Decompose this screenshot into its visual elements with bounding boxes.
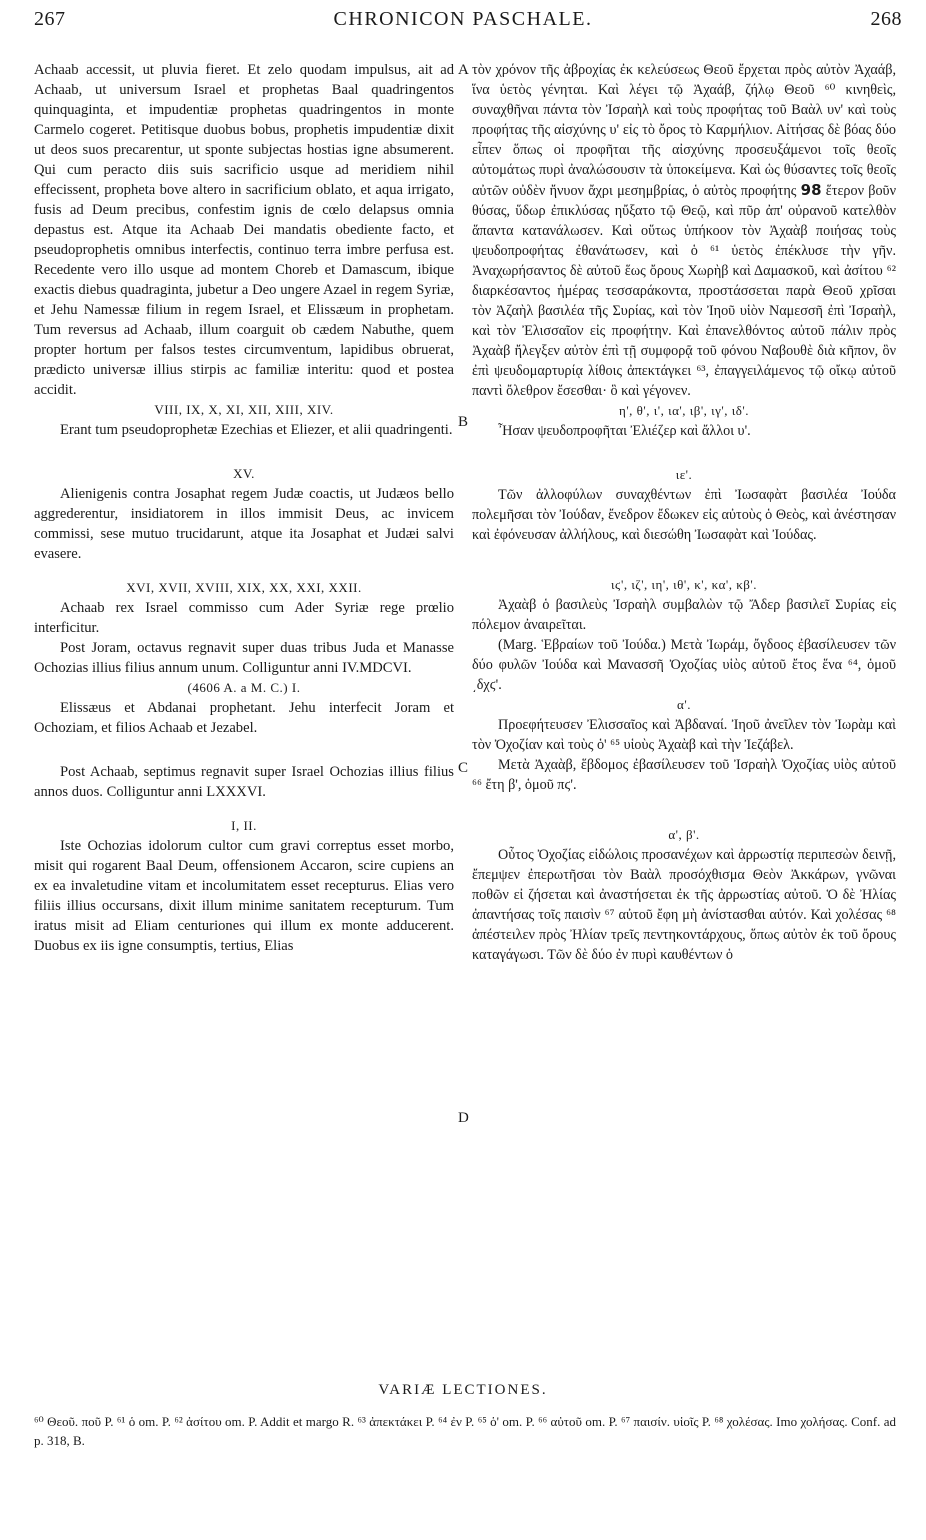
greek-paragraph: Μετὰ Ἀχαὰβ, ἕβδομος ἐβασίλευσεν τοῦ Ἰσραὴλ Ὀχοζίας υἱὸς αὐτοῦ ⁶⁶ ἔτη β', ὁμοῦ πϛ'. — [472, 757, 896, 793]
folio-number: 98 — [800, 181, 822, 199]
greek-column — [472, 60, 896, 965]
greek-paragraph: Τῶν ἀλλοφύλων συναχθέντων ἐπὶ Ἰωσαφὰτ βασιλέα Ἰούδα πολεμῆσαι τὸν Ἰούδαν, ἔνεδρον ἔδωκεν εἰς αὐτοὺς ὁ Θεὸς, καὶ ἀνέστησαν καὶ ἐφόνευσαν ἀλλήλους, καὶ διεσώθη Ἰωσαφὰτ καὶ Ἰούδας. — [472, 487, 896, 543]
latin-paragraph: Post Joram, octavus regnavit super duas tribus Juda et Manasse Ochozias illius filius annum unum. Colliguntur anni IV.MDCVI. — [34, 640, 454, 676]
page-number-left: 267 — [34, 8, 66, 30]
running-header — [0, 0, 926, 44]
latin-paragraph: Iste Ochozias idolorum cultor cum gravi correptus esset morbo, misit qui rogarent Baal Deum, offensionem Accaron, scire cupiens an ex ea invaletudine vitam et incolumitatem esset recepturus. Elias vero filiis illius occursans, dixit illum minime sanitatem recepturum. Tum iratus misit ad Eliam centuriones qui illum ex monte adducerent. Duobus ex iis igne consumptis, tertius, Elias — [34, 838, 454, 954]
greek-section-heading: α'. — [677, 697, 691, 712]
latin-paragraph: Elissæus et Abdanai prophetant. Jehu interfecit Joram et Ochoziam, et filios Achaab et Jezabel. — [34, 700, 454, 736]
section-marker-d: D — [458, 1110, 469, 1126]
greek-section-heading: α', β'. — [668, 827, 700, 842]
latin-section-heading: I, II. — [231, 818, 257, 833]
greek-text: τὸν χρόνον τῆς ἀβροχίας ἐκ κελεύσεως Θεοῦ ἔρχεται πρὸς αὐτὸν Ἀχαάβ, ἵνα ὑετὸς γένηται. Καὶ λέγει τῷ Ἀχαάβ, ζήλῳ Θεοῦ ⁶⁰ κινηθεὶς, συναχθῆναι πάντα τὸν Ἰσραὴλ καὶ τοὺς προφήτας τοῦ Βαὰλ υν' καὶ τοὺς προφήτας τῆς αἰσχύνης υ' εἰς τὸ ὄρος τὸ Καρμήλιον. Αἰτήσας δὲ βόας δύο εἶπεν ὅπως οἱ προφῆται τῆς αἰσχύνης προσευξάμενοι τοῖς θεοῖς αὐτομάτως πυρὶ ἀναλώσουσιν τὰ ὑποκείμενα. Καὶ ὡς θύσαντες τοῖς θεοῖς αὐτῶν οὐδὲν ἤνυον ἄχρι μεσημβρίας, ὁ αὐτὸς προφήτης — [472, 62, 896, 199]
greek-paragraph: Ἀχαὰβ ὁ βασιλεὺς Ἰσραὴλ συμβαλὼν τῷ Ἄδερ βασιλεῖ Συρίας εἰς πόλεμον ἀναιρεῖται. — [472, 597, 896, 633]
latin-section-heading: XV. — [233, 466, 255, 481]
latin-section-heading: VIII, IX, X, XI, XII, XIII, XIV. — [154, 402, 334, 417]
section-marker-b: B — [458, 414, 469, 430]
latin-section-heading: XVI, XVII, XVIII, XIX, XX, XXI, XXII. — [126, 580, 362, 595]
greek-text: ἕτερον βοῦν θύσας, ὕδωρ ἐπικλύσας ηὔξατο τῷ Θεῷ, καὶ πῦρ ἀπ' οὐρανοῦ κατελθὸν ἅπαντα κατανάλωσεν. Καὶ οὕτως ὑπήκοον τὸν Ἀχαὰβ ποιήσας τοὺς ψευδοπροφήτας ἐθανάτωσεν, καὶ ὁ ⁶¹ ὑετὸς ἐπέκλυσε τὴν γῆν. Ἀναχωρήσαντος δὲ αὐτοῦ ἕως ὄρους Χωρὴβ καὶ Δαμασκοῦ, καὶ ἀσίτου ⁶² διαρκέσαντος ἡμέρας τεσσαράκοντα, προστάσσεται παρὰ Θεοῦ χρῖσαι τὸν Ἀζαὴλ βασιλέα τῆς Συρίας, καὶ τὸν Ἰηοῦ υἱὸν Ναμεσσῆ ἐπὶ Ἰσραὴλ, καὶ τὸν Ἐλισσαῖον εἰς προφήτην. Καὶ ἐπανελθόντος αὐτοῦ πάλιν πρὸς Ἀχαὰβ ἤλεγξεν αὐτὸν ἐπὶ τῇ συμφορᾷ τοῦ φόνου Ναβουθὲ διὰ κῆπον, ὃν ἐπὶ ψευδομαρτυρίᾳ λίθοις ἀπεκτάγκει ⁶³, ἐπαγγειλάμενος τῷ οἴκῳ αὐτοῦ παντὶ ὄλεθρον ἔσεσθαι· ὃ καὶ γέγονεν. — [472, 183, 897, 399]
variant-readings-notes: ⁶⁰ Θεοῦ. ποῦ P. ⁶¹ ὁ om. P. ⁶² ἀσίτου om. P. Addit et margo R. ⁶³ ἀπεκτάκει P. ⁶⁴ ἐν P. ⁶⁵ ὁ' om. P. ⁶⁶ αὐτοῦ om. P. ⁶⁷ παισίν. υἱοῖς P. ⁶⁸ χολέσας. Imo χολήσας. Conf. ad p. 318, B. — [34, 1414, 896, 1448]
latin-paragraph: Achaab rex Israel commisso cum Ader Syriæ rege prœlio interficitur. — [34, 600, 454, 636]
greek-section-heading: η', θ', ι', ια', ιβ', ιγ', ιδ'. — [619, 403, 749, 418]
latin-paragraph: Achaab accessit, ut pluvia fieret. Et zelo quodam impulsus, ait ad Achaab, ut universum Israel et prophetas Baal quadringentos quinquaginta, et impudentiæ prophetas quadringentos in monte Carmelo cogeret. Petitisque duobus bobus, prophetis impudentiæ dixit ut deos suos precarentur, ut sponte subjectas hostias igne absumerent. Qui cum peracto diis suis sacrificio usque ad meridiem nihil effecissent, propheta bove altero in sacrificium oblato, et aqua irrigato, fusis ad Deum precibus, confestim ignis de cœlo delapsus omnia depastus est. Atque ita Achaab Dei mandatis obediente facto, et pseudoprophetis omnibus interfectis, continuo terra imbre perfusa est. Recedente vero illo usque ad montem Choreb et Damascum, ibique exactis diebus quadraginta, jubetur a Deo ungere Azael in regem Syriæ, et Jehu Namessæ filium in regem Israel, et Elissæum in prophetam. Tum reversus ad Achaab, illum coarguit ob cædem Nabuthe, quem propter hortum per falsos testes circumventum, lapidibus obruerat, prædicto universæ illius stirpis ac familiæ interitu: quod et postea accidit. — [34, 62, 454, 398]
latin-paragraph: Erant tum pseudoprophetæ Ezechias et Eliezer, et alii quadringenti. — [60, 422, 453, 438]
greek-paragraph: Ἦσαν ψευδοπροφῆται Ἐλιέζερ καὶ ἄλλοι υ'. — [498, 423, 751, 439]
greek-paragraph: (Marg. Ἑβραίων τοῦ Ἰούδα.) Μετὰ Ἰωράμ, ὄγδοος ἐβασίλευσεν τῶν δύο φυλῶν Ἰούδα καὶ Μανασσῆ Ὀχοζίας υἱὸς αὐτοῦ ἔτος ἕνα ⁶⁴, ὁμοῦ ͵δχϛ'. — [472, 637, 896, 693]
running-title: CHRONICON PASCHALE. — [333, 8, 593, 30]
greek-paragraph: Οὗτος Ὀχοζίας εἰδώλοις προσανέχων καὶ ἀρρωστίᾳ περιπεσὼν δεινῇ, ἔπεμψεν ἐπερωτῆσαι τὸν Βαὰλ προσόχθισμα Θεὸν Ἀκκάρων, γνῶναι ποθῶν εἰ ζήσεται καὶ ἀναστήσεται ἐκ τῆς ἀρρωστίας αὐτοῦ. Ὁ δὲ Ἠλίας ἀπαντήσας τοῖς παισὶν ⁶⁷ αὐτοῦ ἔφη μὴ ἀνίστασθαι αὐτόν. Καὶ χολέσας ⁶⁸ ἀπέστειλεν πρὸς Ἠλίαν τρεῖς πεντηκοντάρχους, ὅπως αὐτὸν ἐκ τοῦ ὄρους καταγάγωσι. Τῶν δὲ δύο ἐν πυρὶ καυθέντων ὁ — [472, 847, 896, 963]
greek-paragraph: Προεφήτευσεν Ἐλισσαῖος καὶ Ἀβδαναί. Ἰηοῦ ἀνεῖλεν τὸν Ἰωρὰμ καὶ τὸν Ὀχοζίαν καὶ τοὺς ὁ' ⁶⁵ υἱοὺς Ἀχαὰβ καὶ τὴν Ἰεζάβελ. — [472, 717, 896, 753]
greek-section-heading: ιϛ', ιζ', ιη', ιθ', κ', κα', κβ'. — [611, 577, 757, 592]
section-marker-a: A — [458, 62, 469, 78]
greek-paragraph — [472, 60, 896, 401]
latin-section-heading: (4606 A. a M. C.) I. — [187, 680, 301, 695]
variae-lectiones-heading: VARIÆ LECTIONES. — [378, 1382, 548, 1398]
latin-paragraph: Post Achaab, septimus regnavit super Israel Ochozias illius filius annos duos. Colliguntur anni LXXXVI. — [34, 764, 454, 800]
latin-paragraph: Alienigenis contra Josaphat regem Judæ coactis, ut Judæos bello aggrederentur, insidiatorem in illos immisit Deus, ac invicem commissi, sese mutuo trucidarunt, atque ita Josaphat et Judæi salvi evasere. — [34, 486, 454, 562]
latin-column — [34, 60, 454, 956]
section-marker-c: C — [458, 760, 469, 776]
greek-section-heading: ιε'. — [675, 467, 693, 482]
page-number-right: 268 — [870, 8, 902, 30]
